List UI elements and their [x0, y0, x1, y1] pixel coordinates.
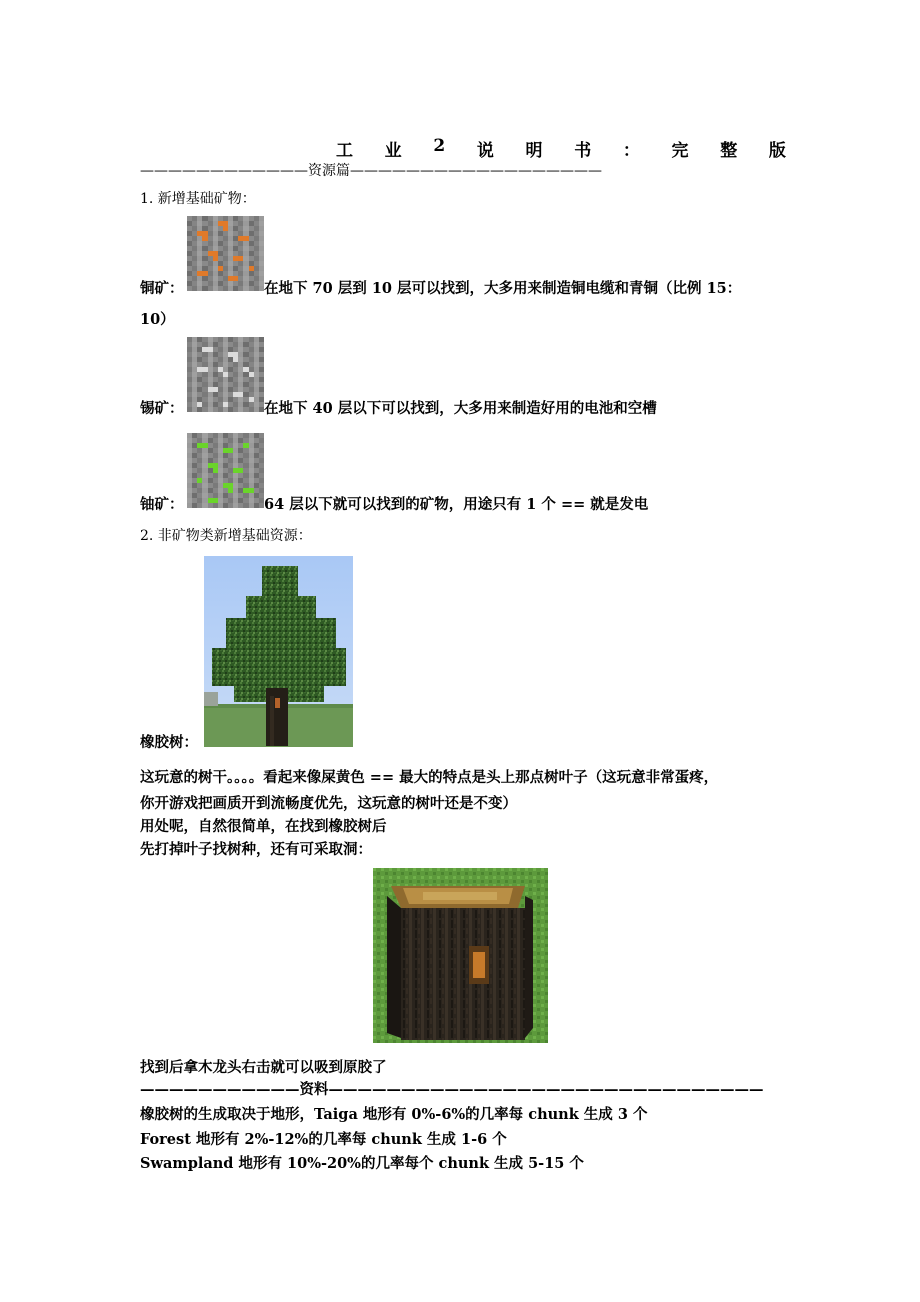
section1-heading: 1. 新增基础矿物：	[140, 191, 256, 207]
ore-description: 在地下 40 层以下可以找到，大多用来制造好用的电池和空槽	[264, 400, 657, 417]
ore-name: 锡矿：	[140, 400, 184, 417]
paragraph-line: 用处呢，自然很简单，在找到橡胶树后	[140, 818, 387, 835]
ore-name: 铜矿：	[140, 280, 184, 297]
title-char: 说	[476, 141, 494, 161]
copper-ore-icon	[187, 216, 264, 291]
ore-description: 64 层以下就可以找到的矿物，用途只有 1 个 == 就是发电	[264, 496, 649, 513]
rubber-tree-image	[204, 556, 353, 747]
ore-description-continued: 10）	[140, 311, 175, 328]
document-title	[336, 136, 786, 161]
paragraph-line: 你开游戏把画质开到流畅度优先，这玩意的树叶还是不变）	[140, 795, 517, 812]
paragraph-line: 这玩意的树干。。。。看起来像屎黄色 == 最大的特点是头上那点树叶子（这玩意非常蛋疼，	[140, 769, 719, 786]
ore-description: 在地下 70 层到 10 层可以找到，大多用来制造铜电缆和青铜（比例 15：	[264, 280, 742, 297]
info-divider: ———————————资料——————————————————————————————	[140, 1081, 764, 1098]
info-line: 橡胶树的生成取决于地形，Taiga 地形有 0%-6%的几率每 chunk 生成 3 个	[140, 1106, 648, 1123]
title-char: ：	[622, 141, 640, 161]
ore-name: 铀矿：	[140, 496, 184, 513]
title-char: 完	[671, 141, 689, 161]
info-line: Forest 地形有 2%-12%的几率每 chunk 生成 1-6 个	[140, 1131, 507, 1148]
title-char: 2	[433, 136, 446, 156]
title-char: 书	[574, 141, 592, 161]
tin-ore-icon	[187, 337, 264, 412]
paragraph-line: 先打掉叶子找树种，还有可采取洞：	[140, 841, 372, 858]
uranium-ore-icon	[187, 433, 264, 508]
title-char: 版	[768, 141, 786, 161]
after-log-text: 找到后拿木龙头右击就可以吸到原胶了	[140, 1059, 387, 1076]
title-char: 业	[384, 141, 402, 161]
title-char: 整	[720, 141, 738, 161]
section-subtitle: ————————————资源篇——————————————————	[140, 163, 602, 179]
title-char: 工	[336, 141, 353, 161]
rubber-tree-label: 橡胶树：	[140, 734, 198, 751]
section2-heading: 2. 非矿物类新增基础资源：	[140, 528, 312, 544]
rubber-log-image	[373, 868, 548, 1043]
title-char: 明	[525, 141, 543, 161]
info-line: Swampland 地形有 10%-20%的几率每个 chunk 生成 5-15 个	[140, 1155, 584, 1172]
